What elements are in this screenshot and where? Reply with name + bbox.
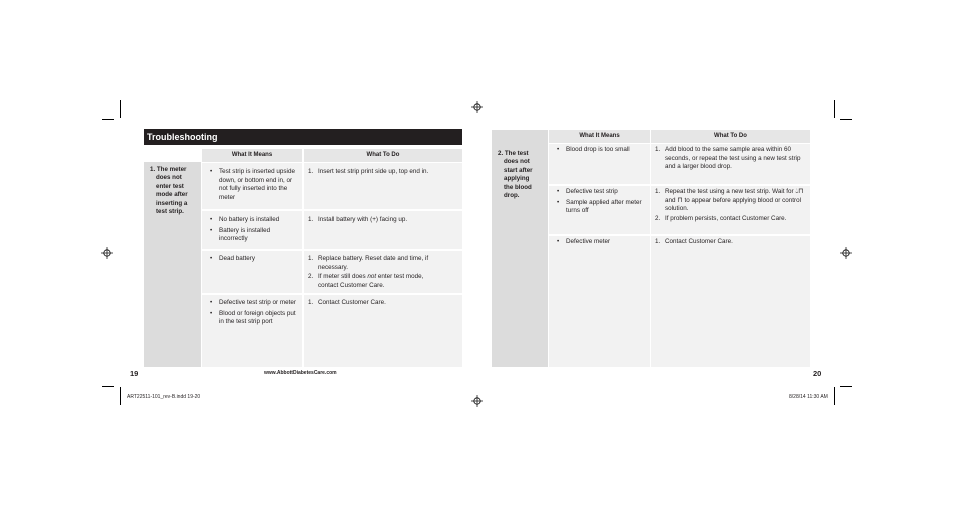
list-item: 1. Replace battery. Reset date and time, if necessary. bbox=[308, 255, 429, 271]
column-header-what-it-means: What It Means bbox=[549, 130, 650, 143]
section-heading-line: mode after bbox=[156, 191, 188, 199]
list-item: 2. If problem persists, contact Customer Care. bbox=[655, 214, 787, 222]
section-heading bbox=[150, 166, 200, 216]
means-cell bbox=[202, 211, 302, 249]
list-item: 1. Repeat the test using a new test strip. Wait for 💧︎⊓ and ⊓ to appear before applying blood or control solution. bbox=[655, 188, 804, 213]
crop-mark bbox=[834, 100, 835, 118]
todo-cell bbox=[304, 163, 462, 209]
page-number: 20 bbox=[813, 369, 822, 378]
list-item: • Defective meter bbox=[557, 238, 646, 247]
section-heading-line: enter test bbox=[156, 182, 184, 190]
file-slug: ART22511-101_rev-B.indd 19-20 bbox=[127, 394, 201, 400]
list-item: 1. Contact Customer Care. bbox=[308, 299, 386, 306]
section-heading-line: the blood bbox=[504, 183, 532, 191]
section-heading-line: 2. The test bbox=[498, 150, 529, 157]
list-item: • Battery is installed incorrectly bbox=[210, 227, 298, 244]
section-heading-line: applying bbox=[504, 175, 530, 183]
registration-mark-icon bbox=[471, 101, 483, 113]
crop-mark bbox=[834, 387, 835, 405]
section-heading-line: start after bbox=[504, 166, 533, 174]
column-header-what-to-do: What To Do bbox=[651, 130, 810, 143]
todo-cell bbox=[304, 211, 462, 249]
list-item: • Sample applied after meter turns off bbox=[557, 199, 646, 216]
column-header-what-it-means: What It Means bbox=[202, 149, 302, 162]
means-cell bbox=[549, 186, 650, 234]
crop-mark bbox=[120, 100, 121, 118]
crop-mark bbox=[120, 387, 121, 405]
test-strip-icon: ⊓ bbox=[798, 188, 804, 195]
means-cell bbox=[202, 163, 302, 209]
list-item: • Defective test strip bbox=[557, 188, 646, 197]
todo-cell bbox=[304, 251, 462, 293]
list-item: • Defective test strip or meter bbox=[210, 299, 298, 308]
section-heading-line: inserting a bbox=[156, 199, 188, 207]
registration-mark-icon bbox=[101, 247, 113, 259]
means-cell bbox=[202, 251, 302, 293]
crop-mark bbox=[102, 119, 114, 120]
list-item: • No battery is installed bbox=[210, 216, 298, 225]
list-item: • Dead battery bbox=[210, 255, 298, 264]
list-item: • Test strip is inserted upside down, or bottom end in, or not fully inserted into the meter bbox=[210, 168, 298, 202]
list-item: 1. Contact Customer Care. bbox=[655, 238, 733, 245]
crop-mark bbox=[840, 119, 852, 120]
means-cell bbox=[202, 295, 302, 367]
list-item: 1. Add blood to the same sample area within 60 seconds, or repeat the test using a new test strip and a larger blood drop. bbox=[655, 146, 801, 171]
section-heading-line: does not bbox=[156, 174, 182, 182]
todo-cell bbox=[651, 144, 810, 184]
crop-mark bbox=[102, 386, 114, 387]
todo-cell bbox=[304, 295, 462, 367]
registration-mark-icon bbox=[840, 247, 852, 259]
column-header-what-to-do: What To Do bbox=[304, 149, 462, 162]
means-cell bbox=[549, 236, 650, 367]
section-heading-line: test strip. bbox=[156, 208, 184, 216]
blood-drop-icon: 💧︎ bbox=[795, 188, 799, 195]
registration-mark-icon bbox=[471, 395, 483, 407]
footer-website: www.AbbottDiabetesCare.com bbox=[264, 370, 337, 376]
section-heading-line: drop. bbox=[504, 192, 520, 200]
todo-cell bbox=[651, 236, 810, 367]
list-item: • Blood or foreign objects put in the test strip port bbox=[210, 310, 298, 327]
section-heading bbox=[498, 150, 548, 200]
test-strip-icon: ⊓ bbox=[677, 196, 683, 204]
list-item: • Blood drop is too small bbox=[557, 146, 646, 155]
section-heading-line: does not bbox=[504, 158, 530, 166]
file-timestamp: 8/28/14 11:30 AM bbox=[789, 394, 828, 400]
section-heading-line: 1. The meter bbox=[150, 166, 187, 173]
list-item: 1. Insert test strip print side up, top end in. bbox=[308, 168, 429, 175]
means-cell bbox=[549, 144, 650, 184]
list-item: 1. Install battery with (+) facing up. bbox=[308, 216, 408, 223]
list-item: 2. If meter still does not enter test mode, contact Customer Care. bbox=[308, 273, 424, 289]
todo-cell bbox=[651, 186, 810, 234]
page-number: 19 bbox=[130, 369, 139, 378]
page-title: Troubleshooting bbox=[144, 129, 462, 145]
crop-mark bbox=[840, 386, 852, 387]
